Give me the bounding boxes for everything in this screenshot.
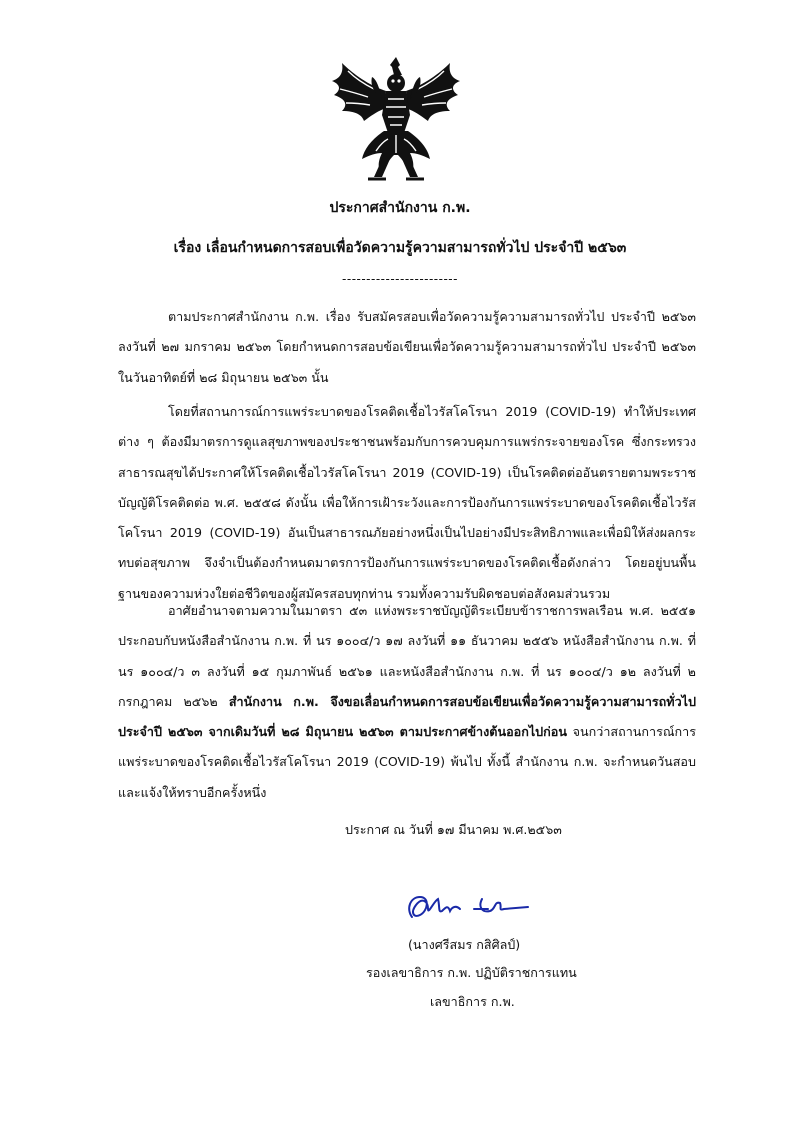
paragraph-3: [118, 596, 696, 808]
paragraph-1: [118, 302, 696, 393]
signer-office: เลขาธิการ ก.พ.: [430, 994, 515, 1009]
handwritten-signature-icon: [398, 887, 533, 927]
paragraph-3-text: [118, 596, 696, 808]
paragraph-1-text: ตามประกาศสำนักงาน ก.พ. เรื่อง รับสมัครสอบเพื่อวัดความรู้ความสามารถทั่วไป ประจำปี ๒๕๖๓ ลงวันที่ ๒๗ มกราคม ๒๕๖๓ โดยกำหนดการสอบข้อเขียนเพื่อวัดความรู้ความสามารถทั่วไป ประจำปี ๒๕๖๓ ในวันอาทิตย์ที่ ๒๘ มิถุนายน ๒๕๖๓ นั้น: [118, 309, 696, 385]
paragraph-3-bold: สำนักงาน ก.พ. จึงขอเลื่อนกำหนดการสอบข้อเขียนเพื่อวัดความรู้ความสามารถทั่วไป ประจำปี ๒๕๖๓ จากเดิมวันที่ ๒๘ มิถุนายน ๒๕๖๓ ตามประกาศข้างต้นออกไปก่อน: [118, 693, 696, 740]
paragraph-3-part-b: จนกว่าสถานการณ์การแพร่ระบาดของโรคติดเชื้อไวรัสโคโรนา 2019 (COVID-19) พ้นไป ทั้งนี้ สำนักงาน ก.พ. จะกำหนดวันสอบและแจ้งให้ทราบอีกครั้งหนึ่ง: [118, 724, 696, 800]
signer-position: รองเลขาธิการ ก.พ. ปฏิบัติราชการแทน: [366, 965, 577, 980]
divider: ------------------------: [342, 272, 458, 286]
issuer-heading: ประกาศสำนักงาน ก.พ.: [329, 200, 471, 216]
subject-heading: เรื่อง เลื่อนกำหนดการสอบเพื่อวัดความรู้ความสามารถทั่วไป ประจำปี ๒๕๖๓: [173, 240, 627, 256]
paragraph-2: [118, 397, 696, 609]
signer-name: (นางศรีสมร กสิศิลป์): [408, 937, 521, 952]
given-date: ประกาศ ณ วันที่ ๑๗ มีนาคม พ.ศ.๒๕๖๓: [345, 822, 562, 837]
paragraph-2-text: โดยที่สถานการณ์การแพร่ระบาดของโรคติดเชื้อไวรัสโคโรนา 2019 (COVID-19) ทำให้ประเทศต่าง ๆ ต้องมีมาตรการดูแลสุขภาพของประชาชนพร้อมกับการควบคุมการแพร่กระจายของโรค ซึ่งกระทรวงสาธารณสุขได้ประกาศให้โรคติดเชื้อไวรัสโคโรนา 2019 (COVID-19) เป็นโรคติดต่ออันตรายตามพระราชบัญญัติโรคติดต่อ พ.ศ. ๒๕๕๘ ดังนั้น เพื่อให้การเฝ้าระวังและการป้องกันการแพร่ระบาดของโรคติดเชื้อไวรัสโคโรนา 2019 (COVID-19) อันเป็นสาธารณภัยอย่างหนึ่งเป็นไปอย่างมีประสิทธิภาพและเพื่อมิให้ส่งผลกระทบต่อสุขภาพ จึงจำเป็นต้องกำหนดมาตรการป้องกันการแพร่ระบาดของโรคติดเชื้อดังกล่าว โดยอยู่บนพื้นฐานของความห่วงใยต่อชีวิตของผู้สมัครสอบทุกท่าน รวมทั้งความรับผิดชอบต่อสังคมส่วนรวม: [118, 404, 696, 601]
paragraph-3-part-a: อาศัยอำนาจตามความในมาตรา ๕๓ แห่งพระราชบัญญัติระเบียบข้าราชการพลเรือน พ.ศ. ๒๕๕๑ ประกอบกับหนังสือสำนักงาน ก.พ. ที่ นร ๑๐๐๔/ว ๑๗ ลงวันที่ ๑๑ ธันวาคม ๒๕๕๖ หนังสือสำนักงาน ก.พ. ที่ นร ๑๐๐๔/ว ๓ ลงวันที่ ๑๕ กุมภาพันธ์ ๒๕๖๑ และหนังสือสำนักงาน ก.พ. ที่ นร ๑๐๐๔/ว ๑๒ ลงวันที่ ๒ กรกฎาคม ๒๕๖๒: [118, 603, 696, 709]
garuda-emblem-icon: [328, 55, 464, 183]
